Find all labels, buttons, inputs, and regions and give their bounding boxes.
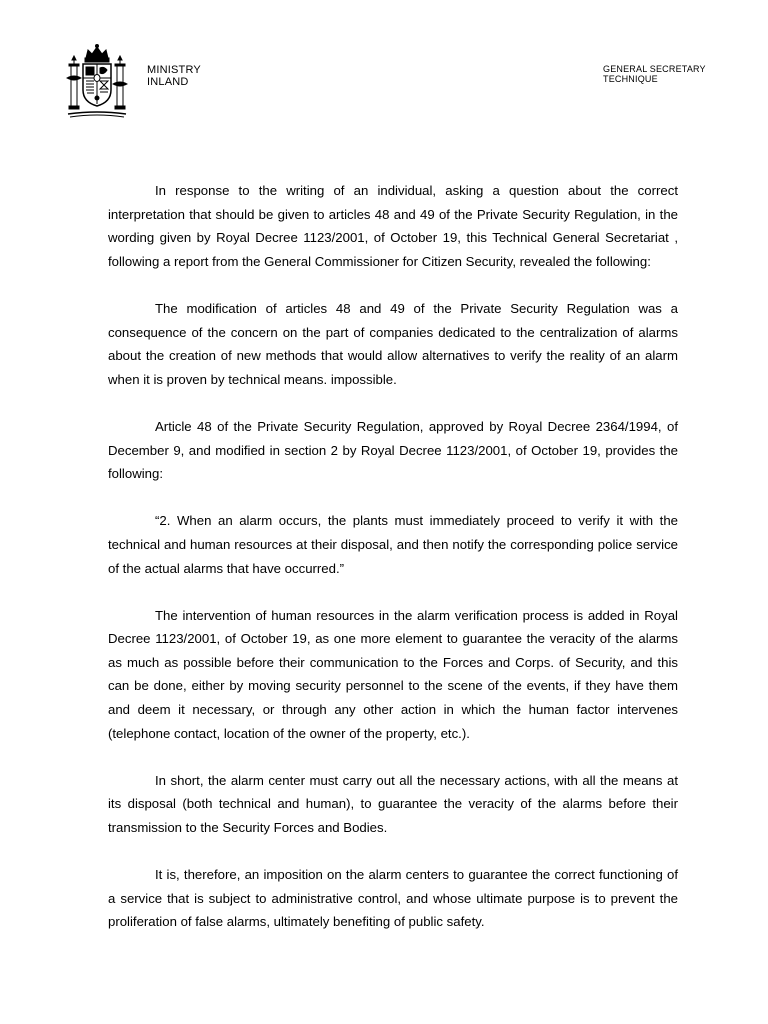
secretary-header	[603, 64, 706, 84]
body-paragraph: Article 48 of the Private Security Regulation, approved by Royal Decree 2364/1994, of December 9, and modified in section 2 by Royal Decree 1123/2001, of October 19, provides the following:	[108, 418, 678, 482]
ministry-line-1: MINISTRY	[147, 64, 201, 76]
secretary-line-1: GENERAL SECRETARY	[603, 64, 706, 74]
body-paragraph: The intervention of human resources in the alarm verification process is added in Royal Decree 1123/2001, of October 19, as one more element to guarantee the veracity of the alarms as much as possible before their communication to the Forces and Corps. of Security, and this can be done, either by moving security personnel to the scene of the events, if they have them and deem it necessary, or through any other action in which the human factor intervenes (telephone contact, location of the owner of the property, etc.).	[108, 607, 678, 741]
ministry-header	[147, 64, 201, 88]
document-body	[108, 179, 678, 958]
secretary-line-2: TECHNIQUE	[603, 74, 658, 84]
body-paragraph: “2. When an alarm occurs, the plants must immediately proceed to verify it with the technical and human resources at their disposal, and then notify the corresponding police service of the actual alarms that have occurred.”	[108, 513, 678, 576]
body-paragraph: The modification of articles 48 and 49 of the Private Security Regulation was a consequence of the concern on the part of companies dedicated to the centralization of alarms about the creation of new methods that would allow alternatives to verify the reality of an alarm when it is proven by technical means. impossible.	[108, 300, 678, 387]
ministry-line-2: INLAND	[147, 76, 189, 88]
body-paragraph: It is, therefore, an imposition on the alarm centers to guarantee the correct functioning of a service that is subject to administrative control, and whose ultimate purpose is to prevent the proliferation of false alarms, ultimately benefiting of public safety.	[108, 867, 678, 930]
spanish-coat-of-arms-icon	[66, 44, 128, 118]
body-paragraph: In short, the alarm center must carry out all the necessary actions, with all the means at its disposal (both technical and human), to guarantee the veracity of the alarms before their transmission to the Security Forces and Bodies.	[108, 772, 678, 836]
body-paragraph: In response to the writing of an individual, asking a question about the correct interpretation that should be given to articles 48 and 49 of the Private Security Regulation, in the wording given by Royal Decree 1123/2001, of October 19, this Technical General Secretariat , following a report from the General Commissioner for Citizen Security, revealed the following:	[108, 183, 678, 269]
